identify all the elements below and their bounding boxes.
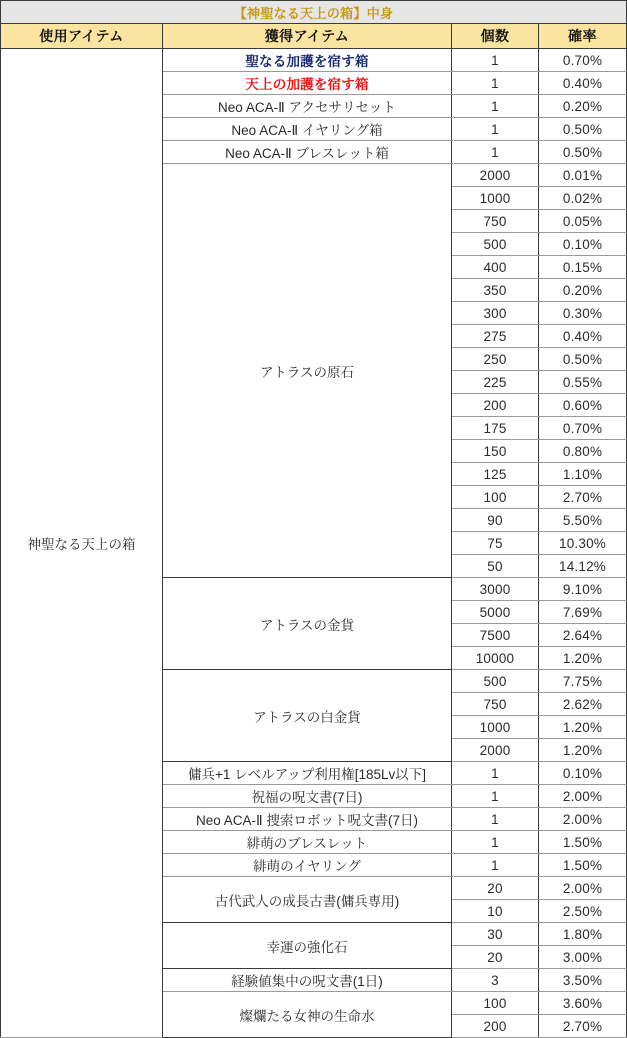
rate-cell: 0.10% [539,762,627,785]
rate-cell: 1.20% [539,647,627,670]
obtain-item-cell [163,923,452,969]
rate-cell: 0.30% [539,302,627,325]
count-cell: 750 [452,210,539,233]
count-cell: 100 [452,992,539,1015]
obtain-item-cell [163,969,452,992]
rate-cell: 1.20% [539,716,627,739]
rate-cell: 0.70% [539,49,627,72]
count-cell: 2000 [452,739,539,762]
obtain-item-label: Neo ACA-Ⅱ イヤリング箱 [231,123,383,138]
rate-cell: 9.10% [539,578,627,601]
count-cell: 1 [452,72,539,95]
count-cell: 1 [452,854,539,877]
rate-cell: 2.50% [539,900,627,923]
rate-cell: 0.50% [539,348,627,371]
obtain-item-cell [163,578,452,670]
count-cell: 1000 [452,716,539,739]
rate-cell: 0.80% [539,440,627,463]
count-cell: 1 [452,95,539,118]
table-title: 【神聖なる天上の箱】中身 [1,1,627,24]
obtain-item-label: 祝福の呪文書(7日) [251,790,363,805]
obtain-item-label: 古代武人の成長古書(傭兵専用) [214,893,400,909]
count-cell: 1 [452,808,539,831]
rate-cell: 0.05% [539,210,627,233]
count-cell: 3 [452,969,539,992]
rate-cell: 1.50% [539,831,627,854]
obtain-item-cell [163,785,452,808]
count-cell: 90 [452,509,539,532]
rate-cell: 0.20% [539,95,627,118]
rate-cell: 1.20% [539,739,627,762]
obtain-item-label: Neo ACA-Ⅱ 捜索ロボット呪文書(7日) [196,813,418,828]
obtain-item-label: 傭兵+1 レベルアップ利用権[185Lv以下] [188,767,426,782]
count-cell: 100 [452,486,539,509]
rate-cell: 2.00% [539,808,627,831]
obtain-item-label: アトラスの白金貨 [253,709,361,725]
rate-cell: 0.10% [539,233,627,256]
rate-cell: 7.75% [539,670,627,693]
count-cell: 200 [452,1015,539,1038]
count-cell: 1 [452,831,539,854]
obtain-item-cell [163,854,452,877]
obtain-item-cell [163,992,452,1038]
use-item-cell: 神聖なる天上の箱 [1,49,163,1038]
obtain-item-label: 燦爛たる女神の生命水 [239,1008,375,1024]
title-row [1,1,627,24]
obtain-item-label: 聖なる加護を宿す箱 [245,54,369,69]
rate-cell: 1.80% [539,923,627,946]
count-cell: 50 [452,555,539,578]
count-cell: 500 [452,233,539,256]
obtain-item-cell [163,877,452,923]
rate-cell: 2.64% [539,624,627,647]
rate-cell: 0.20% [539,279,627,302]
rate-cell: 2.00% [539,877,627,900]
obtain-item-cell [163,670,452,762]
header-row [1,24,627,49]
obtain-item-cell [163,831,452,854]
obtain-item-label: アトラスの原石 [259,364,355,380]
obtain-item-cell [163,72,452,95]
column-header-rate: 確率 [539,24,627,49]
rate-cell: 0.40% [539,72,627,95]
count-cell: 350 [452,279,539,302]
count-cell: 5000 [452,601,539,624]
rate-cell: 0.02% [539,187,627,210]
obtain-item-label: 幸運の強化石 [266,939,348,955]
obtain-item-label: アトラスの金貨 [259,617,355,633]
rate-cell: 1.50% [539,854,627,877]
obtain-item-cell [163,49,452,72]
rate-cell: 14.12% [539,555,627,578]
count-cell: 1 [452,785,539,808]
count-cell: 20 [452,946,539,969]
count-cell: 500 [452,670,539,693]
count-cell: 275 [452,325,539,348]
rate-cell: 0.50% [539,118,627,141]
rate-cell: 0.55% [539,371,627,394]
count-cell: 1 [452,49,539,72]
rate-cell: 2.62% [539,693,627,716]
column-header-obtain-item: 獲得アイテム [163,24,452,49]
obtain-item-label: 経験値集中の呪文書(1日) [231,974,383,989]
rate-cell: 0.01% [539,164,627,187]
count-cell: 20 [452,877,539,900]
count-cell: 1 [452,762,539,785]
count-cell: 10000 [452,647,539,670]
obtain-item-label: 緋萌のイヤリング [253,859,361,874]
rate-cell: 0.40% [539,325,627,348]
count-cell: 250 [452,348,539,371]
count-cell: 2000 [452,164,539,187]
column-header-use-item: 使用アイテム [1,24,163,49]
rate-cell: 10.30% [539,532,627,555]
count-cell: 30 [452,923,539,946]
count-cell: 300 [452,302,539,325]
rate-cell: 2.00% [539,785,627,808]
obtain-item-label: Neo ACA-Ⅱ ブレスレット箱 [225,146,389,161]
obtain-item-label: 緋萌のブレスレット [246,836,368,851]
count-cell: 400 [452,256,539,279]
rate-cell: 3.50% [539,969,627,992]
rate-cell: 5.50% [539,509,627,532]
obtain-item-cell [163,95,452,118]
obtain-item-cell [163,141,452,164]
rate-cell: 2.70% [539,1015,627,1038]
count-cell: 1 [452,141,539,164]
count-cell: 175 [452,417,539,440]
column-header-count: 個数 [452,24,539,49]
count-cell: 10 [452,900,539,923]
table-body [1,1,627,1038]
count-cell: 75 [452,532,539,555]
count-cell: 1000 [452,187,539,210]
count-cell: 200 [452,394,539,417]
obtain-item-cell [163,762,452,785]
rate-cell: 3.60% [539,992,627,1015]
obtain-item-cell [163,118,452,141]
count-cell: 150 [452,440,539,463]
rate-cell: 0.60% [539,394,627,417]
count-cell: 7500 [452,624,539,647]
count-cell: 3000 [452,578,539,601]
rate-cell: 1.10% [539,463,627,486]
rate-cell: 2.70% [539,486,627,509]
rate-cell: 0.50% [539,141,627,164]
obtain-item-cell [163,808,452,831]
obtain-item-label: 天上の加護を宿す箱 [245,77,369,92]
obtain-item-label: Neo ACA-Ⅱ アクセサリセット [218,100,396,115]
obtain-item-cell [163,164,452,578]
rate-cell: 0.15% [539,256,627,279]
rate-cell: 7.69% [539,601,627,624]
count-cell: 125 [452,463,539,486]
rate-cell: 0.70% [539,417,627,440]
rate-cell: 3.00% [539,946,627,969]
count-cell: 225 [452,371,539,394]
count-cell: 1 [452,118,539,141]
table-row [1,49,627,72]
count-cell: 750 [452,693,539,716]
